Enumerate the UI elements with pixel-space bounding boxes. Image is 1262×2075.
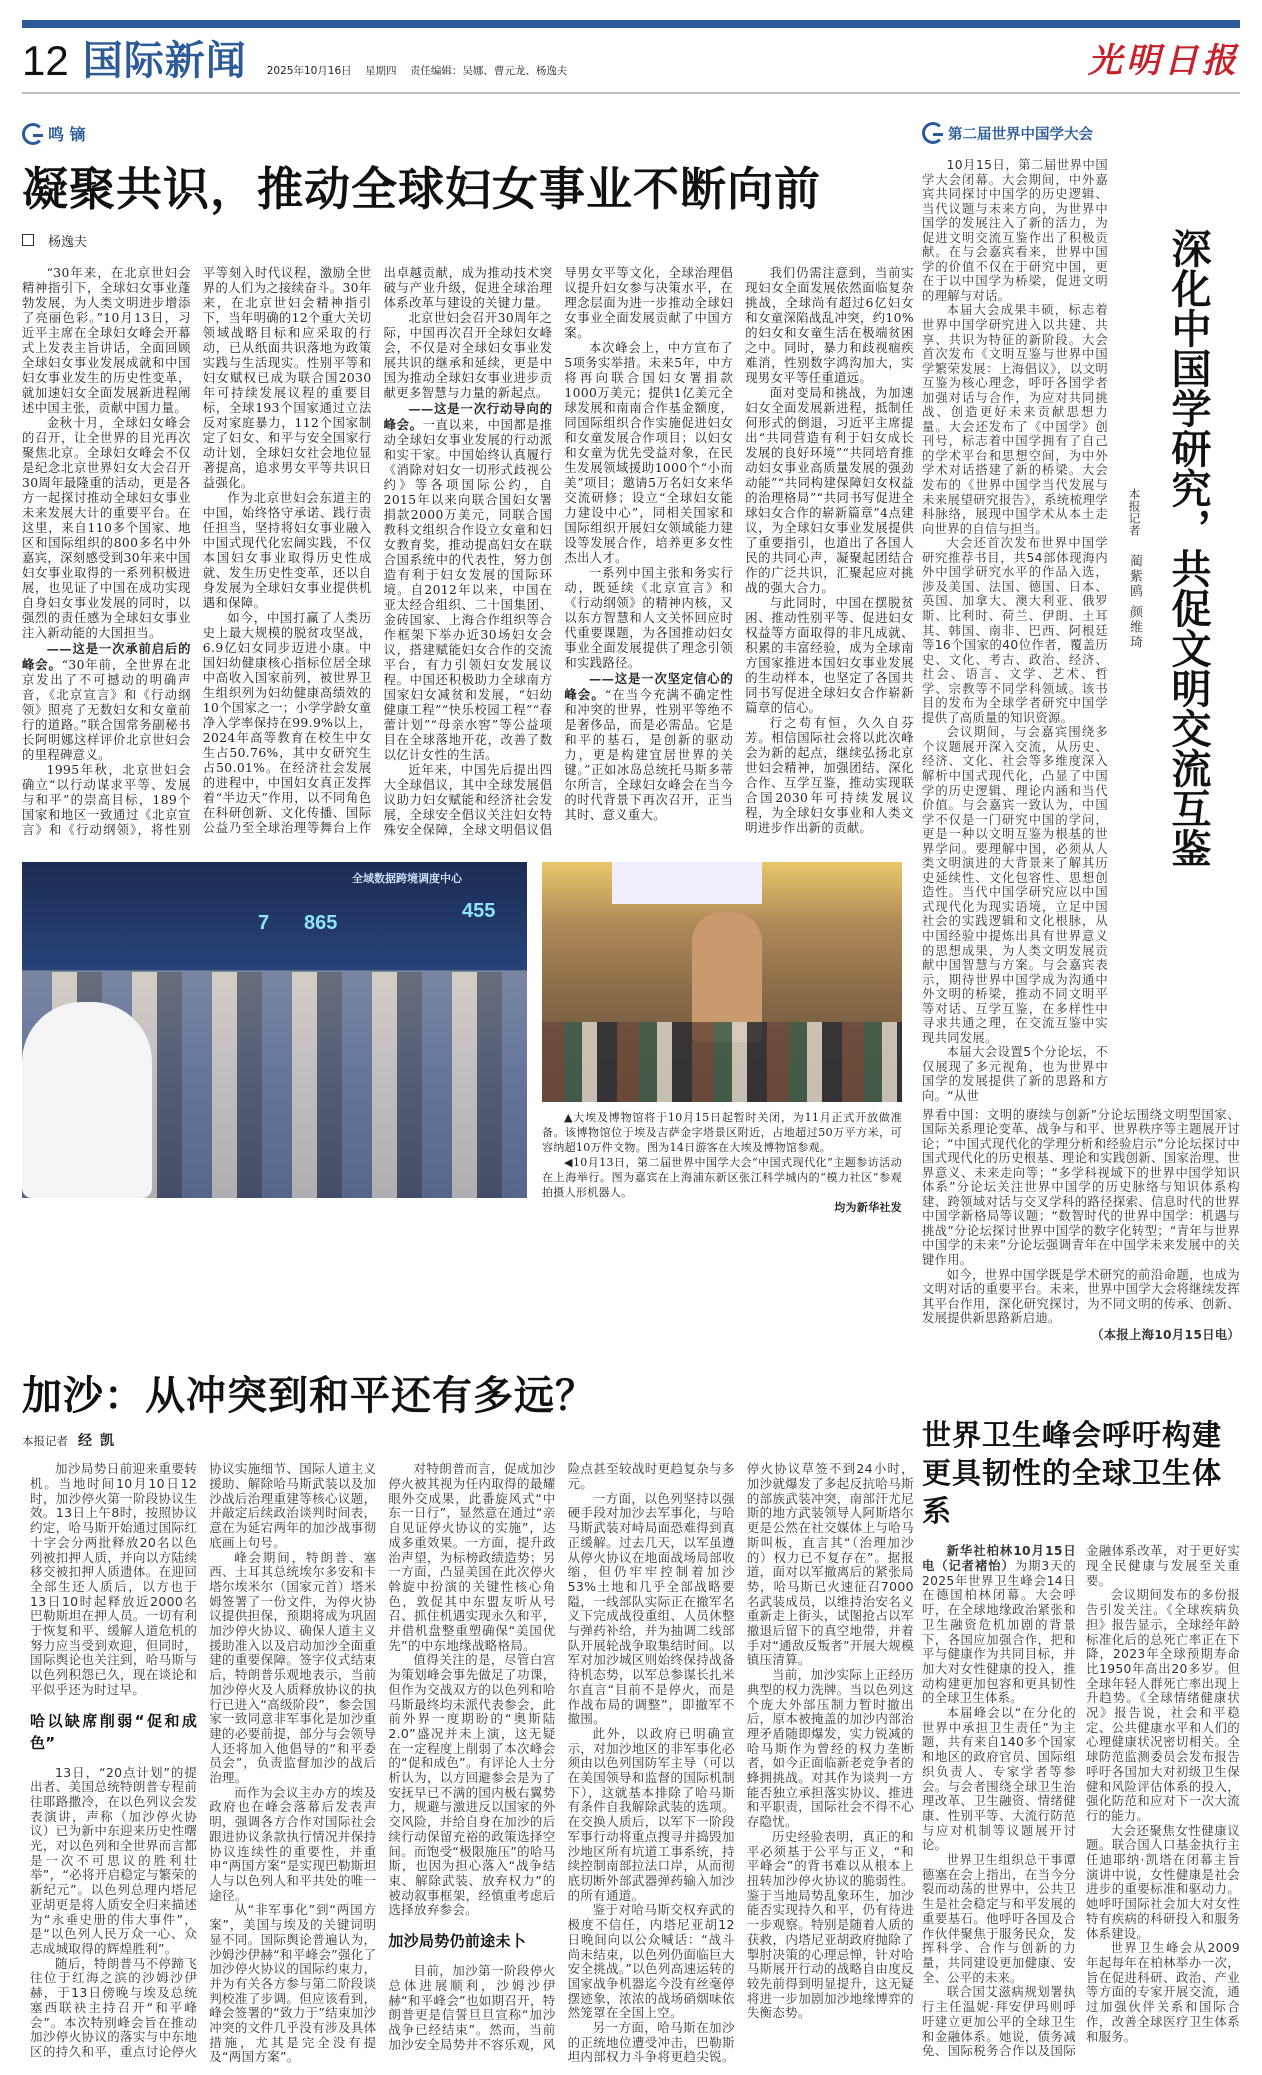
paragraph	[209, 1903, 376, 2065]
paragraph	[388, 1653, 555, 1918]
paragraph-lead: 新华社柏林10月15日电（记者褚怡）	[922, 1544, 1076, 1573]
paragraph	[922, 1544, 1076, 1706]
photo-crowd	[542, 1022, 902, 1102]
gaza-byline	[22, 1430, 914, 1450]
paragraph-lead: ——这是一次坚定信心的峰会。	[564, 671, 734, 702]
paragraph	[747, 1668, 914, 1830]
screen-number: 455	[462, 900, 496, 922]
paragraph-text: 历史经验表明，真正的和平必须基于公平与正义，“和平峰会”的背书难以从根本上扭转加沙停火协议的脆弱性。鉴于当地局势乱象环生，加沙能否实现持久和平，仍有待进一步观察。特别是随着人质的获救，内塔尼亚胡政府抛除了掣肘决策的心理忌惮，针对哈马斯展开行动的战略自由度反较先前得到明显提升，这无疑将进一步加剧加沙地缘博弈的失衡态势。	[746, 1828, 914, 2021]
byline-author: 杨逸夫	[48, 235, 88, 250]
screen-title: 全域数据跨境调度中心	[352, 872, 462, 885]
paragraph-text: 为期3天的2025年世界卫生峰会14日在德国柏林闭幕。大会呼吁，在全球地缘政治紧张和卫生融资危机加剧的背景下，各国应加强合作，把和平与健康作为共同目标，并加大对女性健康的投入，推动构建更加包容和更具韧性的全球卫生体系。	[922, 1559, 1076, 1706]
paragraph	[22, 416, 191, 641]
caption-museum: ▲大埃及博物馆将于10月15日起暂时关闭，为11月正式开放做准备。该博物馆位于埃及吉萨金字塔景区附近，占地超过50万平方米，可容纳超10万件文物。图为14日游客在大埃及博物馆参观。	[542, 1111, 902, 1154]
paragraph	[568, 1903, 735, 2021]
paragraph	[384, 311, 553, 401]
paragraph	[22, 641, 191, 763]
sinology-dateline: （本报上海10月15日电）	[1091, 1327, 1240, 1342]
paragraph	[388, 1462, 555, 1653]
byline-square-icon	[22, 234, 34, 246]
paragraph: 本届大会成果丰硕，标志着世界中国学研究进入以共建、共享、共识为特征的新阶段。大会首次发布《文明互鉴与世界中国学繁荣发展：上海倡议》，以文明互鉴为核心理念，呼吁各国学者加强对话与合作，为应对共同挑战、创造更好未来贡献思想力量。大会还发布了《中国学》创刊号，标志着中国学拥有了自己的学术平台和思想空间，为中外学术对话搭建了新的桥梁。大会发布的《世界中国学当代发展与未来展望研究报告》，系统梳理学科脉络，展现中国学术从本土走向世界的自信与担当。	[922, 303, 1108, 536]
sinology-byline	[1122, 488, 1144, 650]
screen-number: 865	[304, 912, 338, 934]
paragraph	[564, 566, 733, 671]
sinology-body-narrow	[922, 158, 1108, 1104]
paragraph-text: 世界卫生峰会从2009年起每年在柏林举办一次，旨在促进科研、政治、产业等方面的专家开展交流，通过加强伙伴关系和国际合作，改善全球医疗卫生体系和服务。	[1086, 1941, 1240, 2044]
health-article	[922, 1372, 1240, 2059]
paragraph-text: 此外，以政府已明确宣示，对加沙地区的非军事化必须由以色列国防军主导（可以在美国领导和监督的国际机制下），这就基本排除了哈马斯有条件自我解除武装的选项。在交换人质后，以军下一阶段军事行动将重点搜寻并捣毁加沙地区所有坑道工事系统，持续控制南部拉法口岸，从而彻底切断外部武器弹药输入加沙的所有通道。	[567, 1725, 735, 1903]
column-label-text: 第二届世界中国学大会	[948, 126, 1093, 143]
page-number: 12	[22, 37, 69, 84]
paragraph-text: 本届峰会以“在分化的世界中承担卫生责任”为主题，共有来自140多个国家和地区的政府官员、国际组织负责人、专家学者等参会。与会者围绕全球卫生治理改革、卫生融资、情绪健康、性别平等、大流行防范与应对机制等议题展开讨论。	[922, 1706, 1076, 1853]
health-body	[922, 1544, 1240, 2059]
paragraph-text: 面对变局和挑战，为加速妇女全面发展新进程，抵制任何形式的倒退，习近平主席提出“共同营造有利于妇女成长发展的良好环境”“共同培育推动妇女事业高质量发展的强劲动能”“共同构建保障妇女权益的治理格局”“共同书写促进全球妇女合作的崭新篇章”4点建议，为全球妇女事业发展提供了重要指引，也道出了各国人民的共同心声，凝聚起团结合作的广泛共识，汇聚起应对挑战的强大合力。	[745, 386, 914, 595]
paragraph	[745, 266, 914, 386]
paragraph	[384, 401, 553, 763]
subheading: 加沙局势仍前途未卜	[388, 1932, 527, 1951]
paragraph-lead: ——这是一次行动导向的峰会。	[383, 401, 553, 432]
paragraph-text: 世界卫生组织总干事谭德塞在会上指出，在当今分裂而动荡的世界中，公共卫生是社会稳定与和平发展的重要基石。他呼吁各国及合作伙伴聚焦于服务民众，发挥科学、合作与创新的力量，共同建设更加健康、安全、公平的未来。	[922, 1853, 1076, 1985]
health-headline	[922, 1416, 1240, 1530]
paragraph	[568, 1492, 735, 1727]
paragraph: 10月15日，第二届世界中国学大会闭幕。大会期间，中外嘉宾共同探讨中国学的历史逻辑、当代议题与未来方向，为世界中国学的发展注入了新的活力，为促进文明交流互鉴作出了积极贡献。在与会嘉宾看来，世界中国学的价值不仅在于研究中国，更在于以中国学为桥梁，促进文明的理解与对话。	[922, 158, 1108, 303]
paragraph-text: 一方面，以色列坚持以强硬手段对加沙去军事化，与哈马斯武装对峙局面恐难得到真正缓解。过去几天，以军虽遵从停火协议在地面战场局部收缩，但仍牢牢控制着加沙53%土地和几乎全部战略要隘，一线部队实际正在撤军名义下完成战役重组、人员休整与弹药补给，并为抽调二线部队开展轮战争取集结时间。以军对加沙城区则始终保持战备待机态势，以军总参谋长扎米尔直言“目前不是停火，而是作战布局的调整”，即撤军不撤围。	[567, 1490, 735, 1727]
paragraph-text: “30年前，全世界在北京发出了不可撼动的明确声音，《北京宣言》和《行动纲领》照亮了无数妇女和女童前行的道路。”联合国常务副秘书长阿明娜这样评价北京世妇会的里程碑意义。	[22, 658, 191, 762]
column-label-sinology	[922, 122, 1240, 144]
paragraph-text: 值得关注的是，尽管白宫为策划峰会事先做足了功课，但作为交战双方的以色列和哈马斯最终均未派代表参会，此前外界一度期盼的“奥斯陆2.0”盛况并未上演，这无疑在一定程度上削弱了本次峰会的“促和成色”。有评论人士分析认为，以方回避参会是为了安抚早已不满的国内极右翼势力，规避与激进反以国家的外交风险，并给自身在加沙的后续行动保留充裕的政策选择空间。而饱受“极限施压”的哈马斯，也因为担心落入“战争结束、解除武装、放弃权力”的被动叙事框架，经慎重考虑后选择放弃参会。	[388, 1652, 556, 1918]
paragraph-text: 会议期间发布的多份报告引发关注。《全球疾病负担》报告显示，全球经年龄标准化后的总死亡率正在下降，2023年全球预期寿命比1950年高出20多岁。但全球年轻人群死亡率出现上升趋势。《全球情绪健康状况》报告说，社会和平稳定、公共健康水平和人们的心理健康状况密切相关。全球防范监测委员会发布报告呼吁各国加大对初级卫生保健和风险评估体系的投入，强化防范和应对下一次大流行的能力。	[1086, 1588, 1240, 1823]
gaza-body	[22, 1462, 914, 2065]
paragraph	[564, 341, 733, 566]
paragraph-text: 从“非军事化”到“两国方案”，美国与埃及的关键词明显不同。国际舆论普遍认为，沙姆沙伊赫“和平峰会”强化了加沙停火协议的国际约束力，并为有关各方参与第二阶段谈判校准了步调。但应该看到，峰会签署的“致力于”结束加沙冲突的文件几乎没有涉及具体措施，尤其是完全没有提及“两国方案”。	[209, 1902, 377, 2065]
paragraph-text: 一直以来，中国都是推动全球妇女事业发展的行动派和实干家。中国始终认真履行《消除对妇女一切形式歧视公约》等各项国际公约，自2015年以来向联合国妇女署捐款2000万美元，同联合国教科文组织合作设立女童和妇女教育奖，推动提高妇女在联合国系统中的代表性，努力创造有利于妇女发展的国际环境。自2012年以来，中国在亚太经合组织、二十国集团、金砖国家、上海合作组织等合作框架下举办近30场妇女会议，搭建赋能妇女合作的交流平台，有力引领妇女发展议程。中国还积极助力全球南方国家妇女减贫和发展，“妇幼健康工程”“快乐校园工程”“春蕾计划”“母亲水窖”等公益项目在全球落地开花，改善了数以亿计女性的生活。	[383, 418, 553, 762]
paragraph-text: 1995年秋，北京世妇会确立“以行动谋求平等、发展与和平”的崇高目标，189个国家和地区一致通过《北京宣言》和《行动纲领》，将性别平等刻入时代议程，激励全世界的人们为之接续奋斗。30年来，在北京世妇会精神指引下，当年明确的12个重大关切领域战略目标和应采取的行动，已从纸面共识落地为政策实践与生活现实。性别平等和妇女赋权已成为联合国2030年可持续发展议程的重要目标，全球193个国家通过立法反对家庭暴力，112个国家制定了妇女、和平与安全国家行动计划，全球妇女社会地位显著提高，追求男女平等共识日益强化。	[22, 266, 372, 837]
paragraph	[209, 1786, 376, 1904]
column-label-text: 鸣 镝	[48, 125, 86, 144]
paragraph: 如今，世界中国学既是学术研究的前沿命题，也成为文明对话的重要平台。未来，世界中国学大会将继续发挥其平台作用，深化研究探讨，为不同文明的传承、创新、发展提供新思路新启迪。	[922, 1267, 1240, 1326]
photo-robot-visit	[22, 862, 527, 1198]
paragraph	[1086, 1941, 1240, 2044]
paragraph	[745, 716, 914, 836]
byline-label: 本报记者	[1127, 488, 1141, 536]
paragraph-text: 对特朗普而言，促成加沙停火被其视为任内取得的最耀眼外交成果，此番旋风式“中东一日行”，显然意在通过“亲自见证停火协议的实施”，达成多重效果。一方面，提升政治声望，为标榜政绩造势；另一方面，凸显美国在此次停火斡旋中扮演的关键性核心角色，敦促其中东盟友听从号召、抓住机遇实现永久和平，并借机盘整重塑确保“美国优先”的中东地缘战略格局。	[388, 1461, 556, 1653]
paragraph-text: 目前，加沙第一阶段停火总体进展顺利，沙姆沙伊赫“和平峰会”也如期召开，特朗普更是信誓旦旦宣称“加沙战争已经结束”。然而，当前加沙安全局势并不容乐观，风险点甚至较战时更趋复杂与多元。	[388, 1461, 735, 2052]
paragraph-text: 北京世妇会召开30周年之际，中国再次召开全球妇女峰会，不仅是对全球妇女事业发展共识的继承和延续，更是中国为推动全球妇女事业进步贡献更多智慧与力量的新起点。	[383, 311, 553, 400]
paragraph-text: 一系列中国主张和务实行动，既延续《北京宣言》和《行动纲领》的精神内核，又以东方智慧和人文关怀回应时代重要课题，为各国推动妇女事业全面发展提供了理念引领和实践路径。	[564, 566, 734, 670]
editors: 责任编辑：吴娜、曹元龙、杨逸夫	[409, 65, 568, 77]
paragraph	[568, 1727, 735, 1903]
column-g-icon	[22, 123, 44, 145]
photo-row	[22, 862, 914, 1215]
paragraph-text: 作为北京世妇会东道主的中国，始终恪守承诺、践行责任担当，坚持将妇女事业融入中国式现代化宏阔实践，不仅本国妇女事业取得历史性成就、发生历史性变革，还以自身发展为全球妇女事业提供机遇和保障。	[202, 491, 372, 610]
paragraph-text: 当前，加沙实际上正经历典型的权力洗牌。当以色列这个庞大外部压制力暂时撤出后，原本被掩盖的加沙内部治理矛盾随即爆发，实力锐减的哈马斯作为曾经的权力垄断者，如今正面临新老竞争者的蜂拥挑战。对其作为谈判一方能否独立承担落实协议、推进和平职责，国际社会不得不心存隐忧。	[746, 1667, 914, 1830]
paragraph	[209, 1551, 376, 1786]
paragraph	[1086, 1824, 1240, 1942]
paragraph	[30, 1766, 197, 1957]
paragraph-text: 另一方面，哈马斯在加沙的正统地位遭受冲击，巴勒斯坦内部权力斗争将更趋尖锐。停火协议草签不到24小时，加沙就爆发了多起反抗哈马斯的部族武装冲突，南部汗尤尼斯的地方武装领导人阿斯塔尔更是公然在社交媒体上与哈马斯叫板，直言其“（治理加沙的）权力已不复存在”。据报道，面对以军撤离后的紧张局势，哈马斯已火速征召7000名武装成员，以维持治安名义重新走上街头，试图抢占以军撤退后留下的真空地带，并着手对“通敌反叛者”开展大规模镇压清算。	[567, 1461, 914, 2065]
health-headline-line2: 更具韧性的全球卫生体系	[922, 1456, 1223, 1529]
paragraph: 本届大会设置5个分论坛，不仅展现了多元视角，也为世界中国学的发展提供了新的思路和方向。“从世	[922, 1045, 1108, 1103]
byline-label: 本报记者	[22, 1434, 68, 1449]
paragraph-lead: ——这是一次承前启后的峰会。	[22, 641, 191, 672]
column-g-icon	[922, 122, 944, 144]
paragraph-text: 联合国艾滋病规划署执行主任温妮·拜安伊玛则呼吁建立更加公平的全球卫生和金融体系。她说，债务减免、国际税务合作以及国际金融体系改革，对于更好实现全民健康与发展至关重要。	[922, 1544, 1240, 2059]
photo-captions	[542, 1110, 902, 1215]
sinology-article	[922, 94, 1240, 1342]
bottom-section	[22, 1372, 1240, 2065]
section-title: 国际新闻	[82, 38, 247, 84]
paragraph	[747, 1830, 914, 2021]
byline-names: 蔺紫鸥 颜维琦	[1127, 553, 1142, 650]
paragraph	[922, 1706, 1076, 1853]
commentary-headline: 凝聚共识，推动全球妇女事业不断向前	[22, 162, 821, 216]
paragraph-text: 峰会期间，特朗普、塞西、土耳其总统埃尔多安和卡塔尔埃米尔（国家元首）塔米姆签署了一份文件，为停火协议提供担保，预期将成为巩固加沙停火协议、确保人道主义援助准入以及启动加沙全面重建的重要保障。签字仪式结束后，特朗普乐观地表示，当前加沙停火及人质释放协议的执行已进入“高级阶段”，参会国家一致同意非军事化是加沙重建的必要前提，部分与会领导人还将加入他倡导的“和平委员会”，负责监督加沙的战后治理。	[209, 1549, 377, 1786]
paragraph	[203, 491, 372, 611]
newspaper-page	[22, 0, 1240, 2075]
paragraph-text: 金秋十月，全球妇女峰会的召开，让全世界的目光再次聚焦北京。全球妇女峰会不仅是纪念北京世界妇女大会召开30周年最隆重的活动，更是各方一起探讨推动全球妇女事业未来发展大计的重要平台。在这里，来自110多个国家、地区和国际组织的800多名中外嘉宾，深刻感受到30年来中国妇女事业取得的一系列积极进展，也见证了中国在成功实现自身妇女事业发展的同时，以强烈的责任感为全球妇女事业注入新动能的大国担当。	[22, 416, 191, 640]
paragraph: 会议期间，与会嘉宾围绕多个议题展开深入交流，从历史、经济、文化、社会等多维度深入解析中国式现代化，凸显了中国学的历史逻辑、理论内涵和当代价值。与会嘉宾一致认为，中国学不仅是一门研究中国的学问，更是一种以文明互鉴为根基的世界学问。要理解中国，必须从人类文明演进的大背景来了解其历史延续性、文化包容性、思想创造性。当代中国学研究应以中国式现代化为现实语境，立足中国社会的实践逻辑和文化根脉，从中国经验中提炼出具有世界意义的思想成果，为人类文明发展贡献中国智慧与方案。与会嘉宾表示，期待世界中国学成为沟通中外文明的桥梁，推动不同文明平等对话、互学互鉴，在多样性中寻求共通之理，在交流互鉴中实现共同发展。	[922, 725, 1108, 1045]
column-label-commentary	[22, 122, 914, 145]
subheading: 哈以缺席削弱“促和成色”	[30, 1711, 198, 1752]
paragraph-text: 13日，“20点计划”的提出者、美国总统特朗普专程前往耶路撒冷，在以色列议会发表演讲，声称（加沙停火协议）已为新中东迎来历史性曙光，对以色列和全世界而言都是一次不可思议的胜利壮举”，“必将开启稳定与繁荣的新纪元”。以色列总理内塔尼亚胡更是将人质安全归来描述为“永垂史册的伟大事件”，是“以色列人民万众一心、众志成城取得的辉煌胜利”。	[30, 1764, 198, 1956]
photo-robot	[22, 1002, 152, 1198]
paragraph-text: 近年来，中国先后提出四大全球倡议，其中全球发展倡议助力妇女赋能和经济社会发展，全球安全倡议关注妇女特殊安全保障，全球文明倡议倡导男女平等文化，全球治理倡议提升妇女参与决策水平，在理念层面为进一步推动全球妇女事业全面发展贡献了中国方案。	[383, 266, 734, 837]
paragraph-text: “在当今充满不确定性和冲突的世界，性别平等绝不是奢侈品，而是必需品。它是和平的基石，是创新的驱动力，更是构建宜居世界的关键。”正如冰岛总统托马斯多蒂尔所言，全球妇女峰会在当今的时代背景下再次召开，正当其时、意义重大。	[564, 688, 734, 822]
paragraph	[1086, 1588, 1240, 1823]
paragraph-text: 随后，特朗普马不停蹄飞往位于红海之滨的沙姆沙伊赫，于13日傍晚与埃及总统塞西联袂主持召开“和平峰会”。本次特别峰会旨在推动加沙停火协议的落实与中东地区的持久和平，重点讨论停火协议实施细节、国际人道主义援助、解除哈马斯武装以及加沙战后治理重建等核心议题，并敲定后续政治谈判时间表，意在为延宕两年的加沙战事彻底画上句号。	[30, 1461, 377, 2059]
paragraph-text: 如今，中国打赢了人类历史上最大规模的脱贫攻坚战，6.9亿妇女同步迈进小康。中国妇幼健康核心指标位居全球中高收入国家前列，被世界卫生组织列为妇幼健康高绩效的10个国家之一；小学学龄女童净入学率保持在99.9%以上，2024年高等教育在校生中女生占50.76%，其中女研究生占50.01%。在经济社会发展的进程中，中国妇女真正发挥着“半边天”作用，以不同角色在科研创新、文化传播、国际公益乃至全球治理等舞台上作出卓越贡献，成为推动技术突破与产业升级，促进全球治理体系改革与建设的关键力量。	[202, 266, 553, 835]
issue-info	[267, 63, 578, 86]
issue-date: 2025年10月16日	[266, 65, 352, 77]
gaza-headline: 加沙：从冲突到和平还有多远？	[22, 1372, 596, 1420]
photo-light-box	[612, 862, 762, 904]
commentary-article	[22, 94, 914, 1215]
paragraph-text: 我们仍需注意到，当前实现妇女全面发展依然面临复杂挑战，全球尚有超过6亿妇女和女童深陷战乱冲突，约10%的妇女和女童生活在极端贫困之中。同时，暴力和歧视痼疾难消，性别数字鸿沟加大，实现男女平等任重道远。	[745, 266, 914, 385]
paragraph	[30, 1462, 197, 1697]
paragraph	[22, 266, 191, 416]
issue-weekday: 星期四	[365, 65, 397, 77]
commentary-byline	[22, 231, 914, 250]
caption-robot: ◀10月13日，第二届世界中国学大会“中国式现代化”主题参访活动在上海举行。图为嘉宾在上海浦东新区张江科学城内的“模力社区”参观拍摄人形机器人。	[542, 1156, 902, 1199]
paragraph-text: 大会还聚焦女性健康议题。联合国人口基金执行主任迪耶纳·凯塔在闭幕主旨演讲中说，女性健康是社会进步的重要标准和驱动力。她呼吁国际社会加大对女性特有疾病的科研投入和服务体系建设。	[1086, 1823, 1240, 1941]
newspaper-logo: 光明日报	[1088, 41, 1240, 81]
paragraph	[564, 671, 733, 823]
screen-number: 7	[258, 912, 270, 934]
paragraph-text: 鉴于对哈马斯交权弃武的极度不信任，内塔尼亚胡12日晚间向以公众喊话：“战斗尚未结束，以色列仍面临巨大安全挑战。”以色列高速运转的国家战争机器迄今没有丝毫停摆迹象，浓浓的战场硝烟味依然笼罩在全国上空。	[567, 1902, 735, 2021]
paragraph: 界看中国：文明的赓续与创新”分论坛围绕文明型国家、国际关系理论变革、战争与和平、世界秩序等主题展开讨论；“中国式现代化的学理分析和经验启示”分论坛探讨中国式现代化的历史根基、理论和实践创新、国家治理、世界意义、未来走向等；“多学科视域下的世界中国学知识体系”分论坛关注世界中国学的历史脉络与知识体系构建、跨领域对话与交叉学科的路径探索、信息时代的世界中国学新格局等议题；“数智时代的世界中国学：机遇与挑战”分论坛探讨世界中国学的数字化转型；“青年与世界中国学的未来”分论坛强调青年在中国学未来发展中的关键作用。	[922, 1107, 1240, 1268]
paragraph	[922, 1853, 1076, 1985]
byline-name: 经凯	[78, 1433, 122, 1450]
paragraph-text: 行之苟有恒，久久自芬芳。相信国际社会将以此次峰会为新的起点，继续弘扬北京世妇会精神，加强团结、深化合作、互学互鉴，推动实现联合国2030年可持续发展议程，为全球妇女事业和人类文明进步作出新的贡献。	[745, 716, 914, 835]
paragraph-text: 而作为会议主办方的埃及政府也在峰会落幕后发表声明，强调各方合作对国际社会跟进协议条款执行情况并保持协议连续性的重要性，并重申“两国方案”是实现巴勒斯坦人与以色列人和平共处的唯一途径。	[209, 1784, 377, 1903]
health-headline-line1: 世界卫生峰会呼吁构建	[922, 1418, 1223, 1453]
masthead	[22, 28, 1240, 86]
paragraph	[745, 596, 914, 716]
sinology-headline: 深化中国学研究，共促文明交流互鉴	[1165, 228, 1212, 868]
paragraph-text: 本次峰会上，中方宣布了5项务实举措。未来5年，中方将再向联合国妇女署捐款1000万美元；提供1亿美元全球发展和南南合作基金额度，同国际组织合作实施促进妇女和女童发展合作项目；以妇女和女童为优先受益对象，在民生发展领域援助1000个“小而美”项目；邀请5万名妇女来华交流研修；设立“全球妇女能力建设中心”，同相关国家和国际组织开展妇女领域能力建设等发展合作，培养更多女性杰出人才。	[564, 341, 734, 565]
paragraph-text: 与此同时，中国在摆脱贫困、推动性别平等、促进妇女权益等方面取得的非凡成就、积累的丰富经验，成为全球南方国家推进本国妇女事业发展的生动样本，也坚定了各国共同书写促进全球妇女合作崭新篇章的信心。	[745, 596, 914, 715]
sinology-top	[922, 158, 1240, 1104]
top-section	[22, 94, 1240, 1342]
paragraph: 大会还首次发布世界中国学研究推荐书目，共54部体现海内外中国学研究水平的作品入选，涉及美国、法国、德国、日本、英国、加拿大、澳大利亚、俄罗斯、比利时、荷兰、伊朗、土耳其、韩国、南非、巴西、阿根廷等16个国家的40位作者，覆盖历史、文化、考古、政治、经济、社会、语言、文学、艺术、哲学、宗教等不同学科领域。该书目的发布为全球学者研究中国学提供了高质量的知识资源。	[922, 536, 1108, 725]
top-color-bar	[22, 20, 1240, 28]
commentary-body	[22, 266, 914, 838]
gaza-article	[22, 1372, 914, 2065]
photo-credit: 均为新华社发	[834, 1201, 902, 1214]
paragraph	[745, 386, 914, 596]
sinology-body-wide	[922, 1108, 1240, 1343]
photo-right-group	[542, 862, 902, 1215]
paragraph-text: 加沙局势日前迎来重要转机。当地时间10月10日12时，加沙停火第一阶段协议生效。13日上午8时，按照协议约定，哈马斯开始通过国际红十字会分两批释放20名以色列被扣押人质，并向以方陆续移交被扣押人质遗体。在迎回全部生还人质后，以方也于13日10时起释放近2000名巴勒斯坦在押人员。一切有利于恢复和平、缓解人道危机的努力应当受到欢迎，但同时，国际舆论也关注到，哈马斯与以色列积怨已久，现在谈论和平似乎还为时过早。	[30, 1461, 198, 1697]
photo-egypt-museum	[542, 862, 902, 1102]
paragraph-text: “30年来，在北京世妇会精神指引下，全球妇女事业蓬勃发展，为人类文明进步增添了亮丽色彩。”10月13日，习近平主席在全球妇女峰会开幕式上发表主旨讲话，全面回顾全球妇女事业发展成就和中国妇女事业发生的历史性变革，就加速妇女全面发展新进程阐述中国主张，贡献中国力量。	[22, 266, 191, 415]
